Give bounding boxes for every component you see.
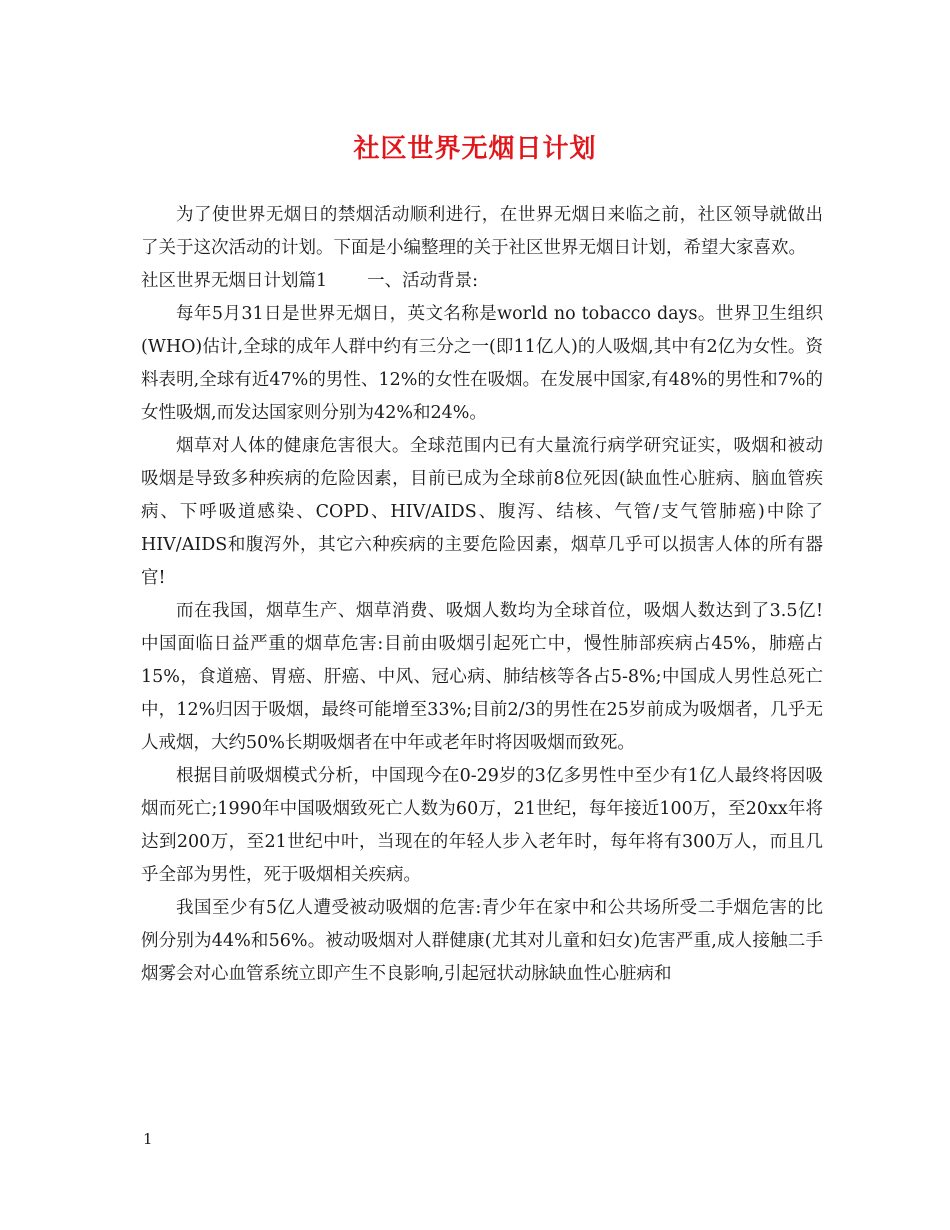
- document-title: 社区世界无烟日计划: [353, 134, 597, 164]
- paragraph-3: 而在我国，烟草生产、烟草消费、吸烟人数均为全球首位，吸烟人数达到了3.5亿!中国面临日益严重的烟草危害:目前由吸烟引起死亡中，慢性肺部疾病占45%，肺癌占15%，食道癌、胃癌、肝癌、中风、冠心病、肺结核等各占5-8%;中国成人男性总死亡中，12%归因于吸烟，最终可能增至33%;目前2/3的男性在25岁前成为吸烟者，几乎无人戒烟，大约50%长期吸烟者在中年或老年时将因吸烟而致死。: [141, 601, 823, 753]
- paragraph-4: 根据目前吸烟模式分析，中国现今在0-29岁的3亿多男性中至少有1亿人最终将因吸烟而死亡;1990年中国吸烟致死亡人数为60万，21世纪，每年接近100万，至20xx年将达到200万，至21世纪中叶，当现在的年轻人步入老年时，每年将有300万人，而且几乎全部为男性，死于吸烟相关疾病。: [141, 766, 823, 885]
- paragraph-5: 我国至少有5亿人遭受被动吸烟的危害:青少年在家中和公共场所受二手烟危害的比例分别为44%和56%。被动吸烟对人群健康(尤其对儿童和妇女)危害严重,成人接触二手烟雾会对心血管系统立即产生不良影响,引起冠状动脉缺血性心脏病和: [141, 898, 823, 984]
- page-number: 1: [143, 1130, 153, 1148]
- section-title: 社区世界无烟日计划篇1: [141, 271, 328, 291]
- section-heading: 一、活动背景:: [367, 271, 479, 291]
- paragraph-1: 每年5月31日是世界无烟日，英文名称是world no tobacco days。世界卫生组织(WHO)估计,全球的成年人群中约有三分之一(即11亿人)的人吸烟,其中有2亿为女性。资料表明,全球有近47%的男性、12%的女性在吸烟。在发展中国家,有48%的男性和7%的女性吸烟,而发达国家则分别为42%和24%。: [141, 304, 823, 423]
- intro-paragraph: 为了使世界无烟日的禁烟活动顺利进行，在世界无烟日来临之前，社区领导就做出了关于这次活动的计划。下面是小编整理的关于社区世界无烟日计划，希望大家喜欢。: [141, 205, 823, 258]
- document-body: [141, 199, 823, 991]
- paragraph-2: 烟草对人体的健康危害很大。全球范围内已有大量流行病学研究证实，吸烟和被动吸烟是导致多种疾病的危险因素，目前已成为全球前8位死因(缺血性心脏病、脑血管疾病、下呼吸道感染、COPD、HIV/AIDS、腹泻、结核、气管/支气管肺癌)中除了HIV/AIDS和腹泻外，其它六种疾病的主要危险因素，烟草几乎可以损害人体的所有器官!: [141, 436, 823, 588]
- section-heading-line: [141, 265, 823, 298]
